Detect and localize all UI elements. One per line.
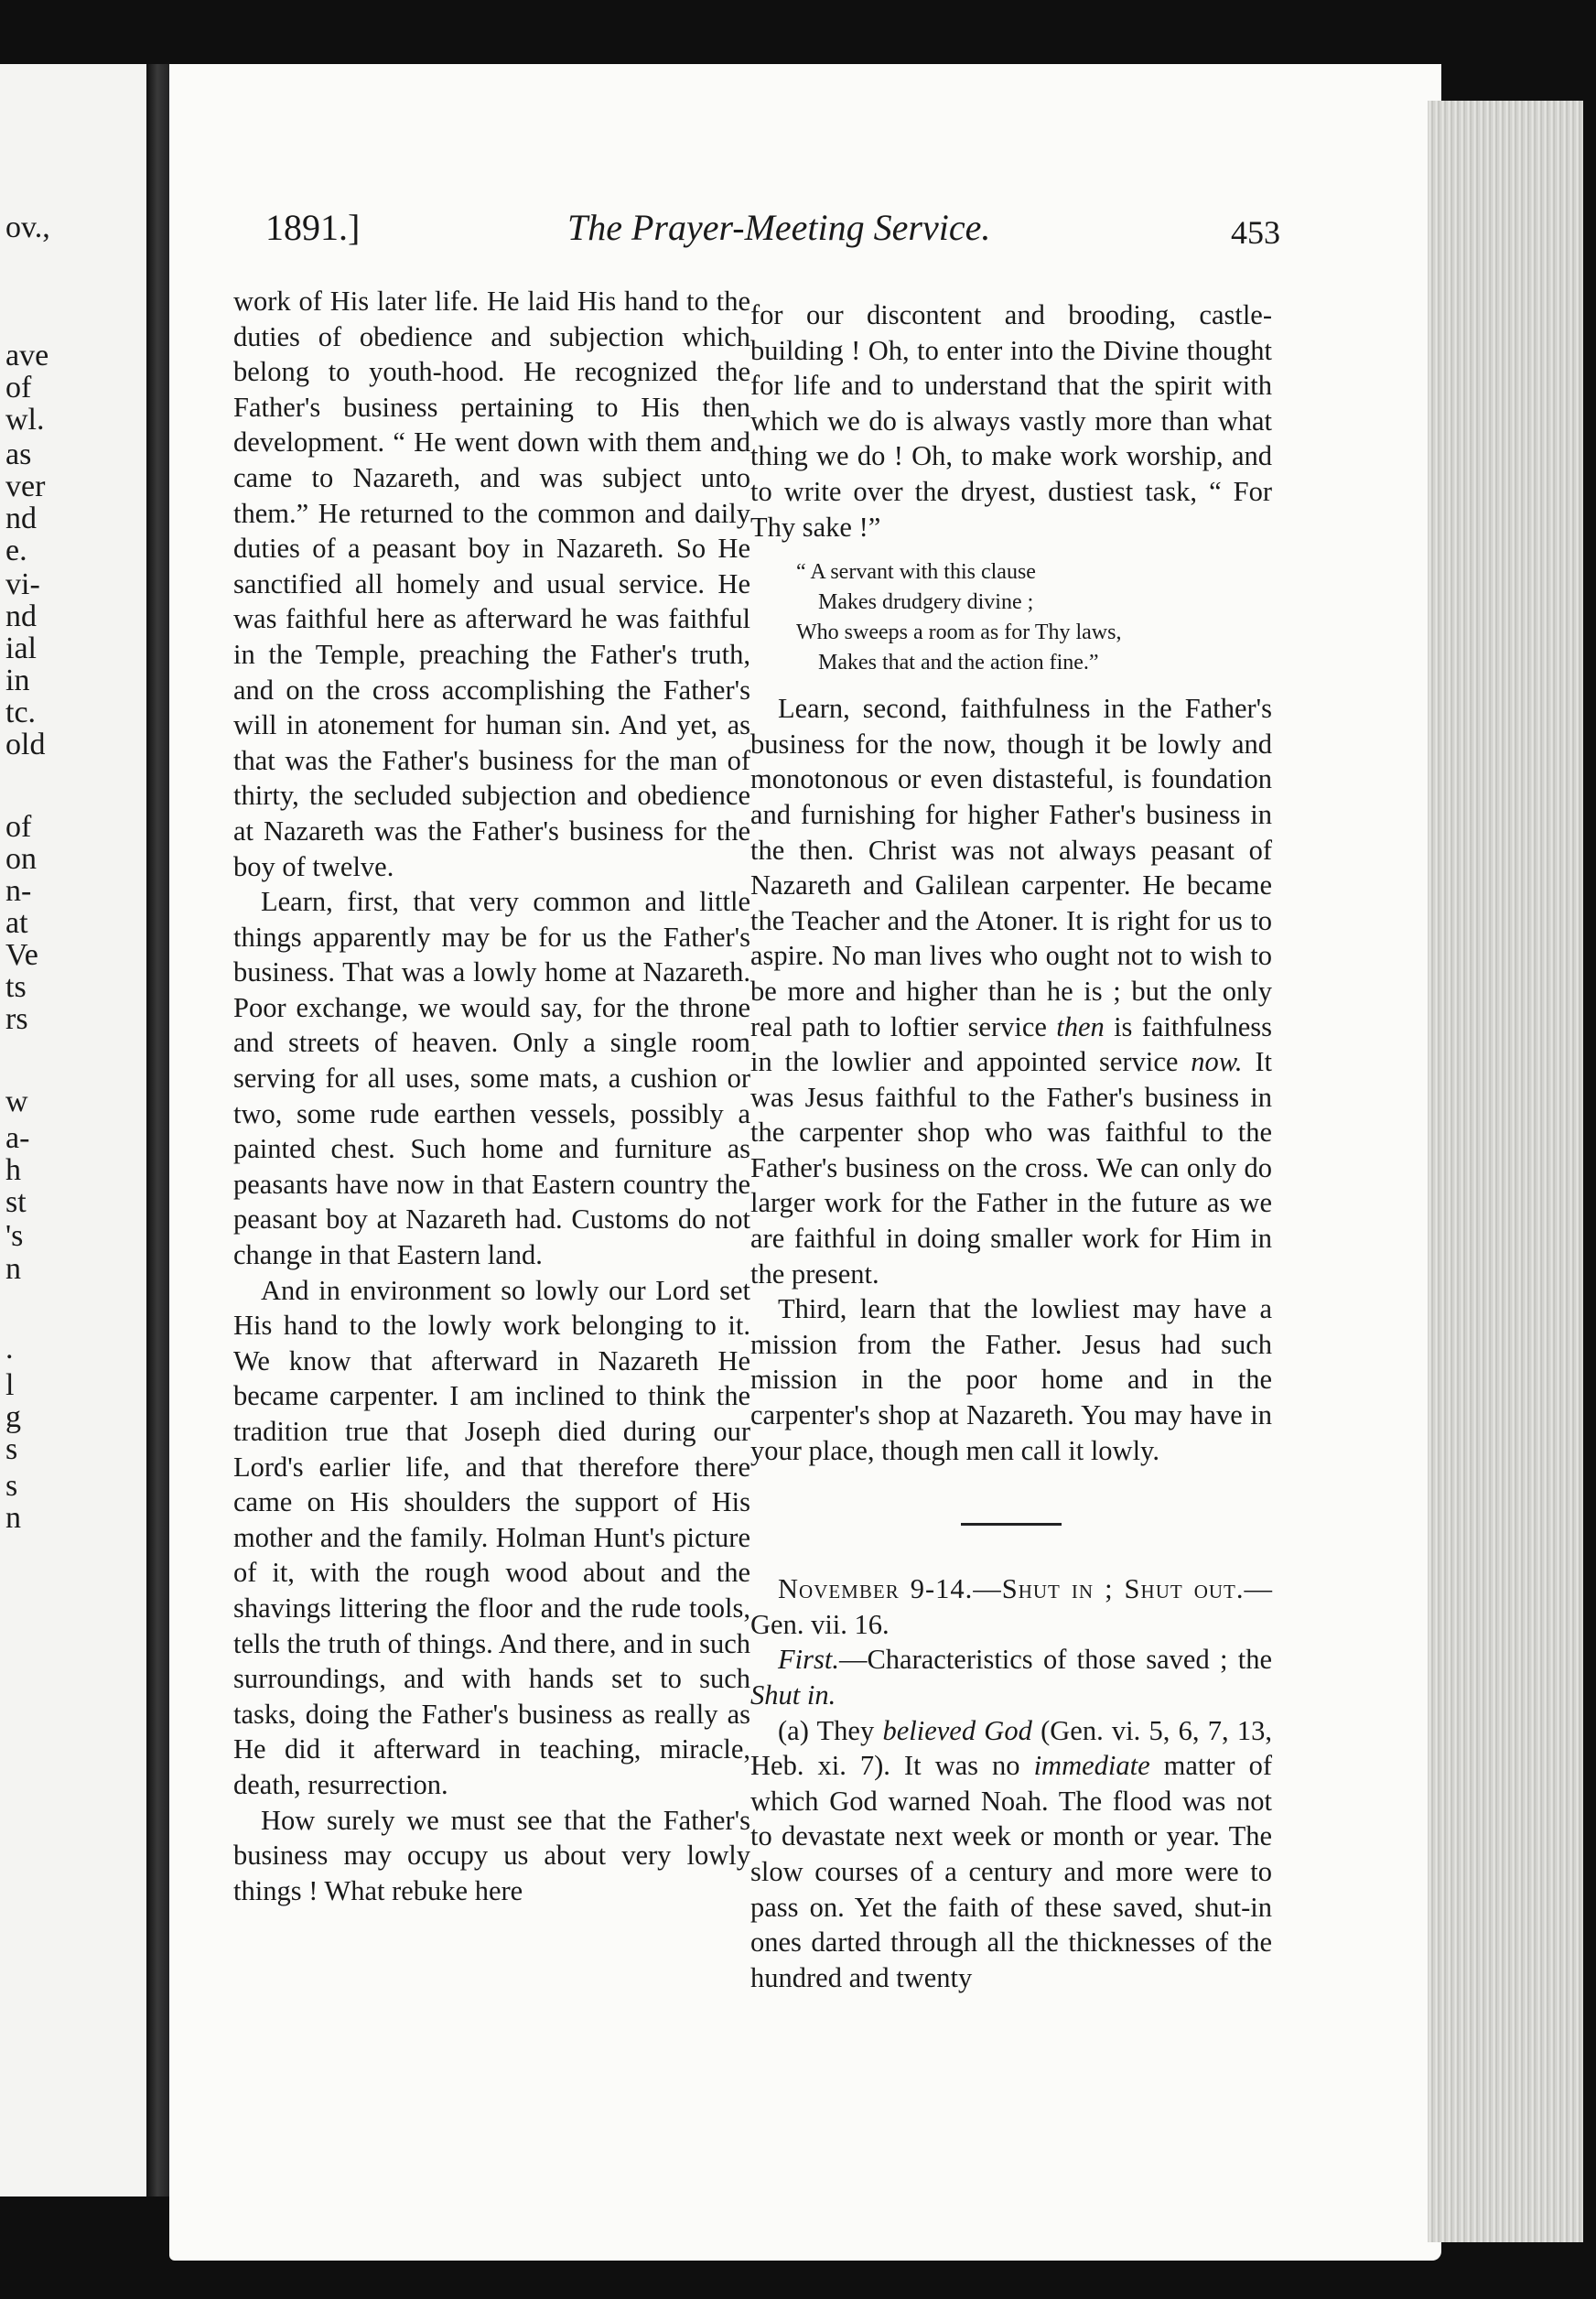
- left-page-fragment: as: [5, 437, 32, 471]
- left-page-fragment: nd: [5, 599, 37, 633]
- paragraph: Learn, first, that very common and little things apparently may be for us the Father's business. That was a lowly home at Nazareth. Poor exchange, we would say, for the throne and streets of heaven. Only a single room serving for all uses, some mats, a cushion or two, some rude earthen vessels, possibly a painted chest. Such home and furniture as peasants have now in that Eastern country the peasant boy at Nazareth had. Customs do not change in that Eastern land.: [233, 886, 750, 1271]
- poem-line: Makes drudgery divine ;: [818, 590, 1034, 615]
- left-page-fragment: wl.: [5, 403, 45, 437]
- page-number: 453: [1231, 214, 1280, 251]
- left-page-fragment: ave: [5, 339, 49, 372]
- left-page-fragment: ial: [5, 631, 37, 665]
- poem-line: “ A servant with this clause: [796, 560, 1036, 585]
- section-heading: [750, 1571, 1272, 1642]
- left-page-fragment: 's: [5, 1219, 24, 1253]
- heading-reference: —Gen. vii. 16.: [750, 1573, 1272, 1640]
- left-column: [233, 284, 750, 1908]
- text-run: It was Jesus faithful to the Father's business in the carpenter shop who was faithful to the Father's business on the cross. We can only do larger work for the Father in the future as we are faithful in doing smaller work for Him in the present.: [750, 1046, 1272, 1290]
- paragraph: for our discontent and brooding, castle-building ! Oh, to enter into the Divine thought for life and to understand that the spirit with which we do is always vastly more than what thing we do ! Oh, to make work worship, and to write over the dryest, dustiest task, “ For Thy sake !”: [750, 299, 1272, 543]
- left-page-fragment: old: [5, 728, 46, 761]
- running-head-title: The Prayer-Meeting Service.: [567, 207, 991, 248]
- paragraph: Third, learn that the lowliest may have a mission from the Father. Jesus had such mission in the poor home and in the carpenter's shop at Nazareth. You may have in your place, though men call it lowly.: [750, 1293, 1272, 1466]
- left-page-fragment: n: [5, 1501, 21, 1535]
- emphasis: believed God: [882, 1714, 1032, 1746]
- page-edges: [1428, 101, 1583, 2242]
- poem-quote: [796, 557, 1272, 678]
- left-page-fragment: nd: [5, 502, 37, 535]
- adjacent-left-page: [0, 64, 152, 2196]
- left-page-fragment: tc.: [5, 696, 37, 729]
- left-page-fragment: a-: [5, 1121, 30, 1155]
- left-page-fragment: of: [5, 810, 32, 844]
- emphasis: First.: [778, 1644, 839, 1676]
- poem-line: Makes that and the action fine.”: [818, 651, 1099, 675]
- text-run: Learn, second, faithfulness in the Father's business for the now, though it be lowly and monotonous or even distasteful, is foundation and furnishing for higher Father's business in the then. Christ was not always peasant of Nazareth and Galilean carpenter. He became the Teacher and the Atoner. It is right for us to aspire. No man lives who ought not to wish to be more and higher than he is ; but the only real path to loftier service: [750, 693, 1272, 1042]
- poem-line: Who sweeps a room as for Thy laws,: [796, 621, 1122, 645]
- left-page-fragment: of: [5, 371, 32, 405]
- text-run: matter of which God warned Noah. The flood was not to devastate next week or month or year. The slow courses of a century and more were to pass on. Yet the faith of these saved, shut-in ones darted through all the thicknesses of the hundred and twenty: [750, 1750, 1272, 1993]
- text-run: (a) They: [778, 1714, 875, 1746]
- emphasis: immediate: [1033, 1750, 1150, 1782]
- text-run: —Characteristics of those saved ; the: [838, 1644, 1272, 1676]
- left-page-fragment: .: [5, 1332, 14, 1365]
- text-run: (Gen. vi. 5, 6, 7, 13, Heb. xi. 7). It was no: [750, 1714, 1273, 1782]
- heading-title: —Shut in ; Shut out.: [973, 1573, 1245, 1605]
- left-page-fragment: at: [5, 906, 28, 940]
- left-page-fragment: ver: [5, 470, 46, 503]
- paragraph: [750, 1713, 1272, 1996]
- left-page-fragment: st: [5, 1185, 27, 1219]
- left-page-fragment: n-: [5, 874, 32, 908]
- paragraph: work of His later life. He laid His hand to the duties of obedience and subjection which belong to youth-hood. He recognized the Father's business pertaining to His then development. “ He went down with them and came to Nazareth, and was subject unto them.” He returned to the common and daily duties of a peasant boy in Nazareth. So He sanctified all homely and usual service. He was faithful here as afterward he was faithful in the Temple, preaching the Father's truth, and on the cross accomplishing the Father's will in atonement for human sin. And yet, as that was the Father's business for the man of thirty, the secluded subjection and obedience at Nazareth was the Father's business for the boy of twelve.: [233, 286, 750, 882]
- left-page-fragment: in: [5, 664, 30, 697]
- right-column: [750, 297, 1272, 1995]
- left-page-fragment: e.: [5, 534, 27, 567]
- paragraph: [750, 1642, 1272, 1712]
- left-page-fragment: w: [5, 1085, 28, 1118]
- left-page-fragment: ts: [5, 970, 27, 1004]
- text-run: is faithfulness in the lowlier and appointed service: [750, 1010, 1273, 1078]
- emphasis: Shut in.: [750, 1679, 836, 1711]
- paragraph: [750, 691, 1272, 1291]
- left-page-fragment: s: [5, 1432, 18, 1466]
- emphasis: then: [1056, 1010, 1105, 1042]
- left-page-fragment: ov.,: [5, 210, 50, 244]
- left-page-fragment: s: [5, 1469, 18, 1503]
- left-page-fragment: vi-: [5, 567, 40, 601]
- left-page-fragment: rs: [5, 1002, 28, 1036]
- left-page-fragment: Ve: [5, 938, 38, 972]
- left-page-fragment: n: [5, 1252, 21, 1286]
- section-divider: [961, 1523, 1062, 1526]
- left-page-fragment: on: [5, 842, 37, 876]
- heading-date: November 9-14.: [778, 1573, 974, 1605]
- emphasis: now.: [1191, 1046, 1243, 1078]
- paragraph: And in environment so lowly our Lord set His hand to the lowly work belonging to it. We know that afterward in Nazareth He became carpenter. I am inclined to think the tradition true that Joseph died during our Lord's earlier life, and that therefore there came on His shoulders the support of His mother and the family. Holman Hunt's picture of it, with the rough wood about and the shavings littering the floor and the rude tools, tells the truth of things. And there, and in such surroundings, and with hands set to such tasks, doing the Father's business as really as He did it afterward in teaching, miracle, death, resurrection.: [233, 1274, 751, 1800]
- running-head: [265, 197, 1280, 252]
- left-page-fragment: g: [5, 1400, 21, 1434]
- running-head-year: 1891.]: [265, 207, 361, 248]
- left-page-fragment: h: [5, 1153, 21, 1187]
- paragraph: How surely we must see that the Father's business may occupy us about very lowly things ! What rebuke here: [233, 1804, 750, 1906]
- left-page-fragment: l: [5, 1368, 15, 1402]
